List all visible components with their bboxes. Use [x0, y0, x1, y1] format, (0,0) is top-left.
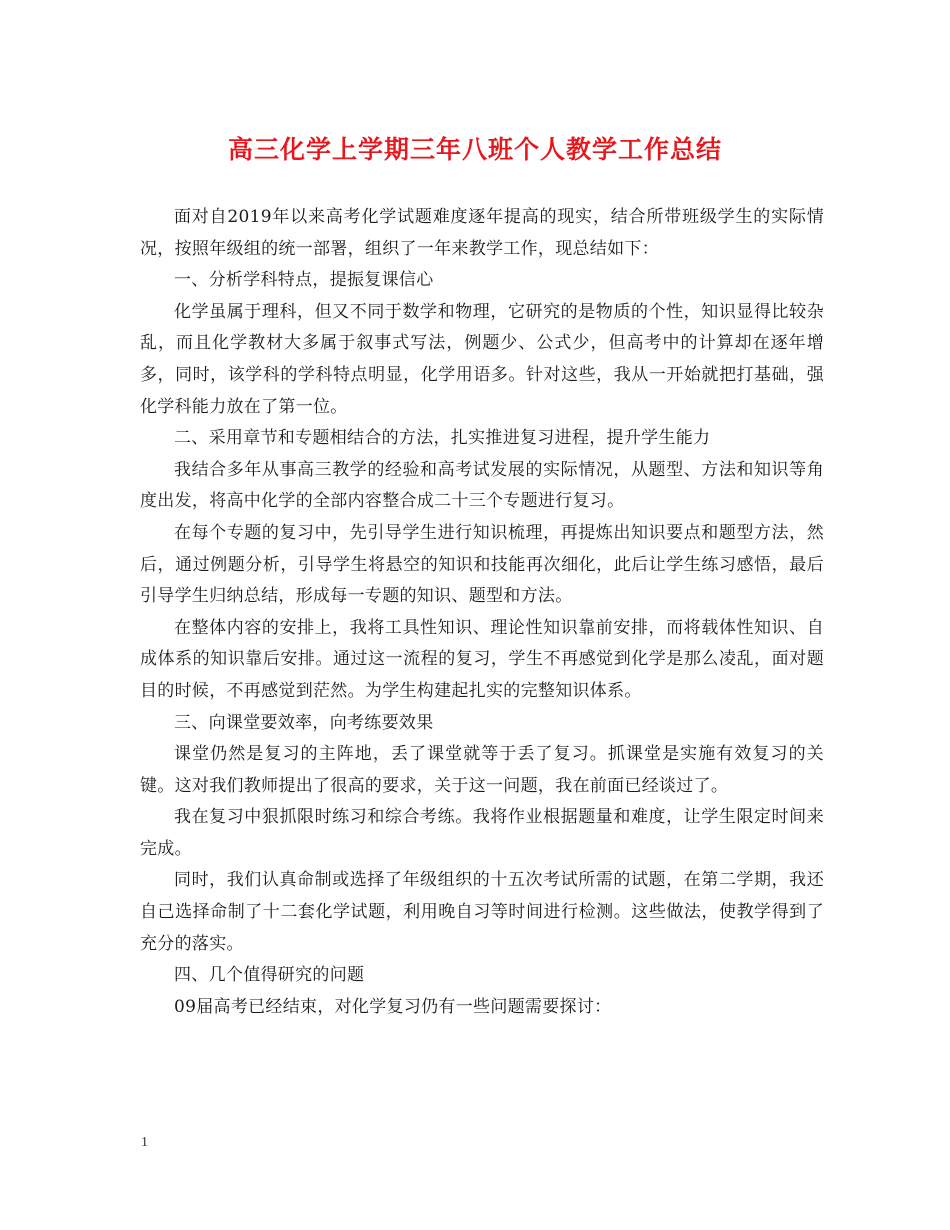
paragraph-intro: 面对自2019年以来高考化学试题难度逐年提高的现实，结合所带班级学生的实际情况，按照年级组的统一部署，组织了一年来教学工作，现总结如下： — [140, 207, 824, 259]
paragraph: 化学虽属于理科，但又不同于数学和物理，它研究的是物质的个性，知识显得比较杂乱，而且化学教材大多属于叙事式写法，例题少、公式少，但高考中的计算却在逐年增多，同时，该学科的学科特点明显，化学用语多。针对这些，我从一开始就把打基础，强化学科能力放在了第一位。 — [140, 301, 824, 417]
section-heading-3: 三、向课堂要效率，向考练要效果 — [174, 712, 434, 733]
section-heading-4: 四、几个值得研究的问题 — [174, 965, 365, 986]
section-heading-2: 二、采用章节和专题相结合的方法，扎实推进复习进程，提升学生能力 — [174, 428, 711, 449]
paragraph: 我在复习中狠抓限时练习和综合考练。我将作业根据题量和难度，让学生限定时间来完成。 — [140, 807, 824, 859]
paragraph: 在整体内容的安排上，我将工具性知识、理论性知识靠前安排，而将载体性知识、自成体系的知识靠后安排。通过这一流程的复习，学生不再感觉到化学是那么凌乱，面对题目的时候，不再感觉到茫然。为学生构建起扎实的完整知识体系。 — [140, 617, 824, 701]
paragraph: 课堂仍然是复习的主阵地，丢了课堂就等于丢了复习。抓课堂是实施有效复习的关键。这对我们教师提出了很高的要求，关于这一问题，我在前面已经谈过了。 — [140, 744, 824, 796]
document-title: 高三化学上学期三年八班个人教学工作总结 — [227, 135, 722, 164]
paragraph: 09届高考已经结束，对化学复习仍有一些问题需要探讨： — [174, 996, 612, 1017]
paragraph: 我结合多年从事高三教学的经验和高考试发展的实际情况，从题型、方法和知识等角度出发，将高中化学的全部内容整合成二十三个专题进行复习。 — [140, 459, 824, 512]
page-number: 1 — [141, 1135, 148, 1150]
document-body — [140, 202, 824, 1023]
section-heading-1: 一、分析学科特点，提振复课信心 — [174, 270, 434, 291]
paragraph: 在每个专题的复习中，先引导学生进行知识梳理，再提炼出知识要点和题型方法，然后，通过例题分析，引导学生将悬空的知识和技能再次细化，此后让学生练习感悟，最后引导学生归纳总结，形成每一专题的知识、题型和方法。 — [140, 522, 824, 607]
paragraph: 同时，我们认真命制或选择了年级组织的十五次考试所需的试题，在第二学期，我还自己选择命制了十二套化学试题，利用晚自习等时间进行检测。这些做法，使教学得到了充分的落实。 — [140, 870, 824, 954]
